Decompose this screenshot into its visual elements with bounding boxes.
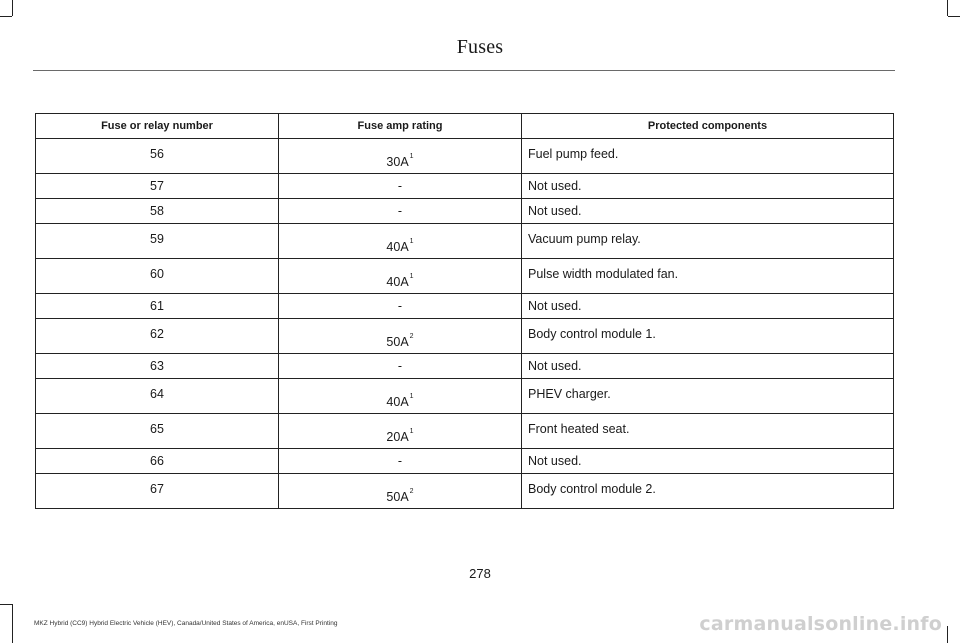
fuse-number: 59 xyxy=(150,232,164,246)
table-row xyxy=(36,199,894,224)
fuse-number-cell xyxy=(36,449,279,474)
protected-component: Front heated seat. xyxy=(528,422,630,436)
table-row xyxy=(36,379,894,414)
column-header-amp-rating: Fuse amp rating xyxy=(279,114,522,139)
fuse-number-cell xyxy=(36,224,279,259)
amp-rating-cell xyxy=(279,174,522,199)
fuse-number-cell xyxy=(36,379,279,414)
protected-component-cell xyxy=(522,199,894,224)
fuse-number-cell xyxy=(36,414,279,449)
amp-rating-cell xyxy=(279,379,522,414)
footnote-marker: 1 xyxy=(409,393,414,400)
table-row xyxy=(36,139,894,174)
table-row xyxy=(36,294,894,319)
protected-component: Body control module 2. xyxy=(528,482,656,496)
footnote-marker: 1 xyxy=(409,273,414,280)
amp-rating: 20A xyxy=(386,430,409,444)
fuse-number-cell xyxy=(36,139,279,174)
amp-rating-cell xyxy=(279,319,522,354)
amp-rating: 40A xyxy=(386,275,409,289)
crop-mark-top-left-h xyxy=(0,16,12,17)
column-header-fuse-number: Fuse or relay number xyxy=(36,114,279,139)
protected-component-cell xyxy=(522,379,894,414)
amp-rating: 30A xyxy=(386,155,409,169)
footnote-marker: 2 xyxy=(409,488,414,495)
amp-rating-wrapper xyxy=(279,174,521,193)
footnote-marker: 1 xyxy=(409,428,414,435)
fuse-number-cell xyxy=(36,354,279,379)
protected-component-cell xyxy=(522,319,894,354)
amp-rating-cell xyxy=(279,259,522,294)
table-header-row xyxy=(36,114,894,139)
amp-rating-wrapper xyxy=(279,354,521,373)
amp-rating: 40A xyxy=(386,240,409,254)
table-row xyxy=(36,414,894,449)
footnote-marker: 1 xyxy=(409,153,414,160)
protected-component: Not used. xyxy=(528,359,582,373)
amp-rating-wrapper xyxy=(279,199,521,218)
amp-rating-wrapper xyxy=(279,294,521,313)
protected-component: Vacuum pump relay. xyxy=(528,232,641,246)
amp-rating-wrapper xyxy=(279,139,521,169)
table-row xyxy=(36,354,894,379)
amp-rating: 40A xyxy=(386,395,409,409)
amp-rating-wrapper xyxy=(279,224,521,254)
protected-component-cell xyxy=(522,224,894,259)
table-row xyxy=(36,259,894,294)
fuse-number: 63 xyxy=(150,359,164,373)
protected-component-cell xyxy=(522,449,894,474)
fuse-number: 56 xyxy=(150,147,164,161)
table-row xyxy=(36,319,894,354)
table-row xyxy=(36,174,894,199)
amp-rating: - xyxy=(397,454,403,468)
fuse-number-cell xyxy=(36,199,279,224)
amp-rating-wrapper xyxy=(279,449,521,468)
amp-rating-cell xyxy=(279,414,522,449)
page-number: 278 xyxy=(469,566,491,581)
page-title: Fuses xyxy=(456,36,504,58)
crop-mark-bottom-left-v xyxy=(12,604,13,643)
amp-rating: 50A xyxy=(386,335,409,349)
fuse-number-cell xyxy=(36,259,279,294)
protected-component-cell xyxy=(522,259,894,294)
amp-rating: - xyxy=(397,359,403,373)
fuse-number: 62 xyxy=(150,327,164,341)
protected-component: Body control module 1. xyxy=(528,327,656,341)
amp-rating-cell xyxy=(279,224,522,259)
protected-component: Pulse width modulated fan. xyxy=(528,267,679,281)
title-divider xyxy=(33,70,895,71)
amp-rating-cell xyxy=(279,199,522,224)
crop-mark-top-left-v xyxy=(12,0,13,16)
fuse-table-body xyxy=(36,139,894,509)
amp-rating-cell xyxy=(279,354,522,379)
fuse-number: 60 xyxy=(150,267,164,281)
amp-rating: - xyxy=(397,204,403,218)
fuse-number: 67 xyxy=(150,482,164,496)
table-row xyxy=(36,224,894,259)
protected-component: Not used. xyxy=(528,204,582,218)
protected-component: PHEV charger. xyxy=(528,387,611,401)
footer-publication-info: MKZ Hybrid (CC9) Hybrid Electric Vehicle (HEV), Canada/United States of America, enUSA, First Printing xyxy=(34,620,338,627)
table-row xyxy=(36,449,894,474)
fuse-number: 65 xyxy=(150,422,164,436)
protected-component-cell xyxy=(522,414,894,449)
footnote-marker: 2 xyxy=(409,333,414,340)
fuse-number-cell xyxy=(36,294,279,319)
protected-component-cell xyxy=(522,139,894,174)
fuse-number: 57 xyxy=(150,179,164,193)
amp-rating-wrapper xyxy=(279,379,521,409)
amp-rating: - xyxy=(397,179,403,193)
amp-rating-cell xyxy=(279,449,522,474)
crop-mark-top-right-v xyxy=(947,0,948,16)
amp-rating-cell xyxy=(279,294,522,319)
fuse-number: 61 xyxy=(150,299,164,313)
amp-rating: - xyxy=(397,299,403,313)
amp-rating-cell xyxy=(279,474,522,509)
crop-mark-top-right-h xyxy=(948,16,960,17)
footnote-marker: 1 xyxy=(409,238,414,245)
protected-component: Fuel pump feed. xyxy=(528,147,619,161)
amp-rating-wrapper xyxy=(279,259,521,289)
fuse-number-cell xyxy=(36,319,279,354)
crop-mark-bottom-right-v xyxy=(947,626,948,643)
watermark: carmanualsonline.info xyxy=(699,613,942,635)
table-row xyxy=(36,474,894,509)
protected-component-cell xyxy=(522,174,894,199)
amp-rating-cell xyxy=(279,139,522,174)
fuse-number: 58 xyxy=(150,204,164,218)
crop-mark-bottom-left-h xyxy=(0,604,12,605)
fuse-table xyxy=(35,113,894,509)
fuse-number-cell xyxy=(36,174,279,199)
protected-component: Not used. xyxy=(528,454,582,468)
fuse-number: 66 xyxy=(150,454,164,468)
column-header-protected-components: Protected components xyxy=(522,114,894,139)
fuse-number: 64 xyxy=(150,387,164,401)
amp-rating-wrapper xyxy=(279,319,521,349)
amp-rating-wrapper xyxy=(279,474,521,504)
amp-rating-wrapper xyxy=(279,414,521,444)
protected-component-cell xyxy=(522,474,894,509)
fuse-number-cell xyxy=(36,474,279,509)
protected-component-cell xyxy=(522,294,894,319)
amp-rating: 50A xyxy=(386,490,409,504)
protected-component-cell xyxy=(522,354,894,379)
protected-component: Not used. xyxy=(528,299,582,313)
protected-component: Not used. xyxy=(528,179,582,193)
